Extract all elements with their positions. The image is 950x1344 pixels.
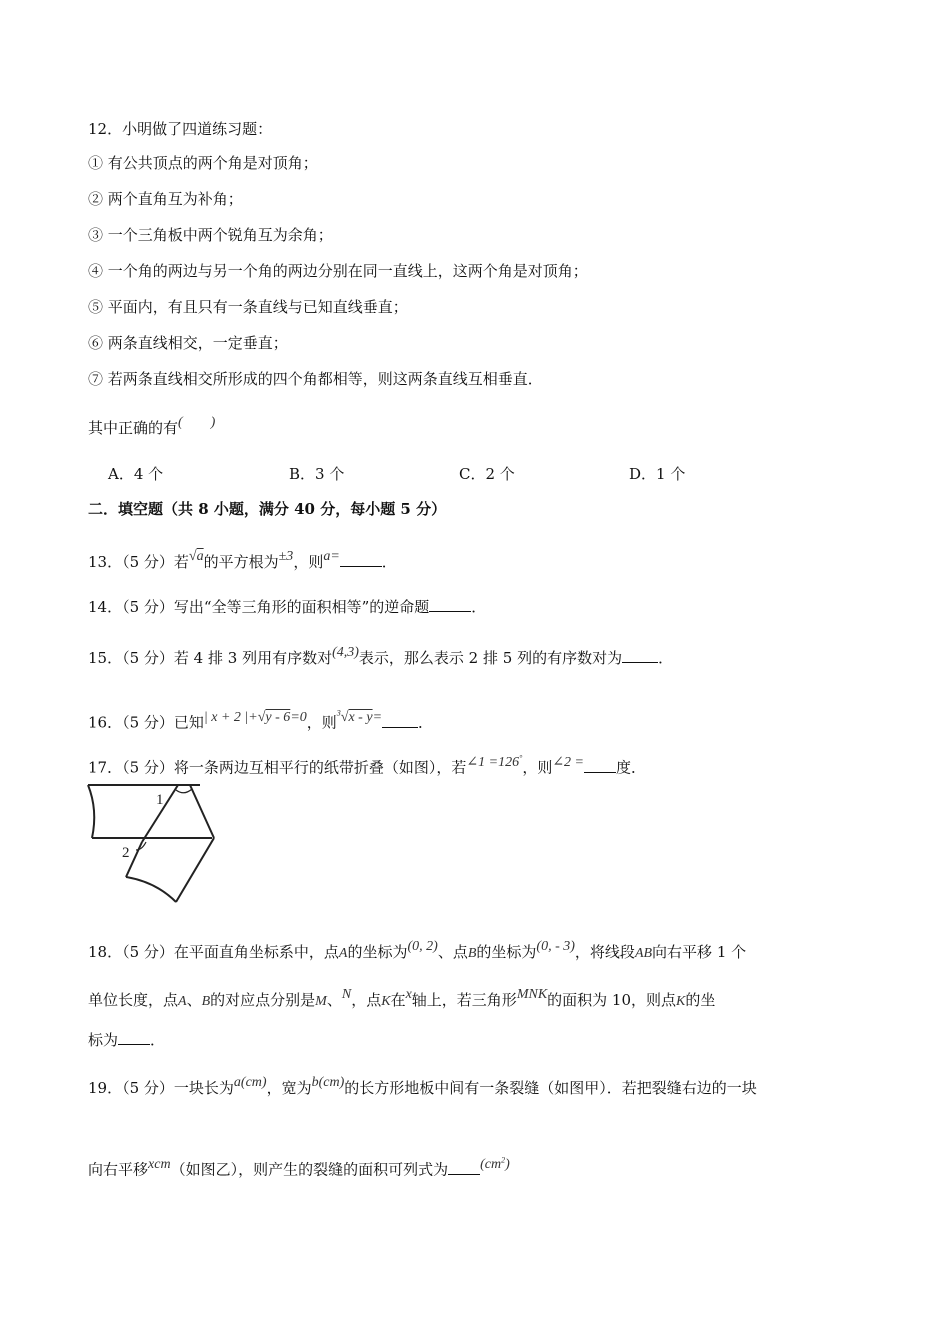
q18-l2-text-5: 轴上，若三角形 [411,991,517,1009]
q13-end: ． [381,553,397,571]
q16-eq: = [372,709,383,725]
x-axis-label: x [405,987,412,1002]
q18-line-1 [88,939,747,964]
angle-1-arc [176,789,192,793]
point-a: A [338,946,348,961]
ordered-pair: (4,3) [332,645,359,660]
q12-question-text: 其中正确的有 [88,419,179,437]
q17-score: （5 分） [122,758,174,777]
point-a-coord: (0, 2) [407,939,438,954]
point-a: A [178,994,187,1009]
q18-text-1: 在平面直角坐标系中，点 [173,943,339,961]
q18-l2-text-2: 的对应点分别是 [210,991,316,1009]
cube-root-index: 3 [336,708,341,717]
answer-blank[interactable] [340,551,382,567]
q18-end: ． [150,1031,166,1049]
q18-text-2: 的坐标为 [347,943,408,961]
figure-label-1: 1 [156,792,164,808]
q19-score: （5 分） [122,1079,174,1097]
q16-text-1: 已知 [173,713,204,732]
q14-number: 14． [88,598,123,616]
q18-line-3 [88,1029,165,1050]
q18-l3-text: 标为 [88,1031,119,1049]
q18-number: 18． [88,943,123,961]
q18-l2-text-7: 的坐 [685,991,716,1009]
q16-plus: + [248,709,258,725]
q12-stem: 12．小明做了四道练习题： [88,120,273,138]
point-b: B [201,994,211,1009]
point-k: K [676,994,686,1009]
figure-label-2: 2 [122,845,130,861]
folded-part-cut [126,877,176,902]
q19-l2-text-1: 向右平移 [88,1160,149,1179]
pm-three: ±3 [278,549,294,564]
q13-text-1: 若 [173,553,189,571]
option-d: D．1 个 [629,465,686,483]
q14-end: ． [471,598,487,616]
point-n: N [341,987,352,1002]
q14-text: 写出“全等三角形的面积相等”的逆命题 [173,598,430,616]
q17-number: 17． [88,758,123,777]
q19-number: 19． [88,1079,123,1097]
q12-item-7: ⑦ 若两条直线相交所形成的四个角都相等，则这两条直线互相垂直． [88,370,543,388]
cube-root-expression: $^3$√x - y [336,708,373,725]
q15-text-2: 表示，那么表示 2 排 5 列的有序数对为 [358,649,623,667]
point-m: M [315,994,327,1009]
q12-item-6: ⑥ 两条直线相交，一定垂直； [88,334,288,352]
q18-text-5: ，将线段 [574,943,635,961]
option-c: C．2 个 [459,465,515,483]
q17-text-1: 将一条两边互相平行的纸带折叠（如图），若 [173,758,467,777]
q18-text-3: 、点 [437,943,468,961]
q18-line-2 [88,987,716,1012]
option-b: B．3 个 [289,465,345,483]
area-unit-base: (cm [480,1156,502,1172]
q18-separator: 、 [186,991,202,1009]
abs-expression: | x + 2 | [203,709,249,725]
q15-number: 15． [88,649,123,667]
q19-text-3: 的长方形地板中间有一条裂缝（如图甲）．若把裂缝右边的一块 [344,1079,757,1097]
degree-sign: ° [519,753,523,762]
sqrt-arg: y - 6 [265,709,291,725]
section-heading: 二．填空题（共 8 小题，满分 40 分，每小题 5 分） [88,500,447,518]
q18-text-4: 的坐标为 [476,943,537,961]
answer-blank[interactable] [584,757,616,773]
sqrt-expression: √y - 6 [257,709,291,725]
point-b: B [467,946,477,961]
angle-2: ∠2 = [552,754,585,770]
area-unit-close: ) [505,1156,510,1172]
answer-blank[interactable] [429,596,471,612]
q12-item-2: ② 两个直角互为补角； [88,190,243,208]
q15-text-1: 若 4 排 3 列用有序数对 [173,649,333,667]
answer-blank[interactable] [448,1159,480,1175]
point-k: K [381,994,391,1009]
answer-paren: ( ) [178,415,216,430]
q17 [88,755,646,780]
length-a: a(cm) [233,1075,267,1090]
q16-score: （5 分） [122,713,174,732]
segment-ab: AB [634,946,653,961]
q12-item-1: ① 有公共顶点的两个角是对顶角； [88,154,318,172]
triangle-mnk: MNK [516,987,548,1002]
q17-text-2: ，则 [522,758,553,777]
q14-score: （5 分） [122,598,174,616]
q19-text-2: ，宽为 [266,1079,312,1097]
strip-left-cut [88,785,94,838]
q12-item-4: ④ 一个角的两边与另一个角的两边分别在同一直线上，这两个角是对顶角； [88,262,588,280]
q19-text-1: 一块长为 [173,1079,234,1097]
answer-blank[interactable] [118,1029,150,1045]
q13-text-3: ，则 [293,553,324,571]
area-unit [480,1157,510,1172]
q13-lhs: a [323,549,331,564]
q14 [88,596,486,617]
q17-end: 度． [616,758,647,777]
point-b-coord: (0, - 3) [536,939,575,954]
q15-end: ． [658,649,674,667]
q18-score: （5 分） [122,943,174,961]
answer-blank[interactable] [382,712,418,728]
q16-end: ． [418,713,434,732]
sqrt-a: √a [188,549,204,564]
q15-score: （5 分） [122,649,174,667]
q13-number: 13． [88,553,123,571]
shift-x: xcm [148,1156,171,1172]
folded-part-right [176,838,214,902]
q18-l2-text-6: 的面积为 10，则点 [547,991,677,1009]
answer-blank[interactable] [622,647,658,663]
q13-text-2: 的平方根为 [203,553,279,571]
width-b: b(cm) [311,1075,345,1090]
angle-1 [466,755,522,770]
q13 [88,551,397,574]
q15 [88,647,673,670]
q18-separator: 、 [326,991,342,1009]
q19-line-1 [88,1075,757,1100]
q16-text-2: ，则 [306,713,337,732]
q16-number: 16． [88,713,123,732]
cube-root-arg: x - y [348,709,373,725]
q13-eq: = [330,549,340,564]
option-a: A．4 个 [108,465,164,483]
q19-l2-text-2: （如图乙），则产生的裂缝的面积可列式为 [170,1160,449,1179]
sqrt-a-arg: a [196,549,204,564]
q12-question [88,415,216,440]
q18-text-6: 向右平移 1 个 [652,943,747,961]
q18-l2-text-4: 在 [390,991,406,1009]
q16-eq0: =0 [290,709,307,725]
q13-score: （5 分） [122,553,174,571]
q16 [88,710,433,735]
folded-strip-figure [84,780,224,910]
q12-item-5: ⑤ 平面内，有且只有一条直线与已知直线垂直； [88,298,408,316]
area-unit-exponent: 2 [501,1155,506,1164]
q12-item-3: ③ 一个三角板中两个锐角互为余角； [88,226,333,244]
fold-line-right [190,785,214,838]
angle-1-value: ∠1 =126 [466,754,520,770]
q18-l2-text-3: ，点 [351,991,382,1009]
q19-line-2 [88,1157,510,1182]
q18-l2-text-1: 单位长度，点 [88,991,179,1009]
